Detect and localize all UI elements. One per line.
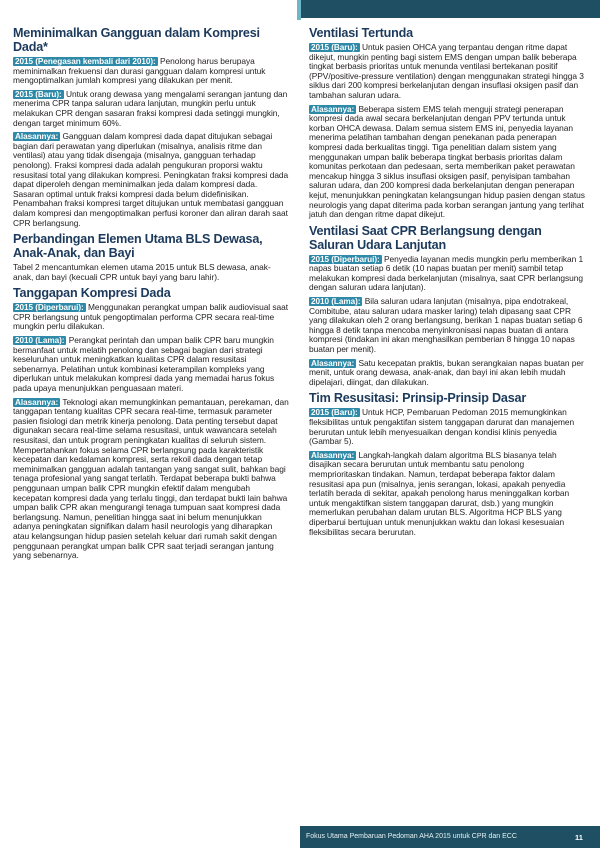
paragraph (13, 132, 289, 228)
left-column (13, 22, 289, 565)
label-badge: 2015 (Baru): (311, 408, 358, 418)
paragraph (309, 105, 585, 220)
paragraph-text: Gangguan dalam kompresi dada dapat ditujukan sebagai bagian dari perawatan yang diperlukan (misalnya, analisis ritme dan ventilasi) atau yang tidak disengaja (misalnya, gangguan terhadap penolong). Fraksi kompresi dada adalah pengukuran proporsi waktu resusitasi total yang dilakukan kompresi. Peningkatan fraksi kompresi dada dapat diperoleh dengan meminimalkan jeda dalam kompresi dada. Sasaran optimal untuk fraksi kompresi dada belum didefinisikan. Penambahan fraksi kompresi target ditujukan untuk membatasi gangguan dalam kompresi dan mengoptimalkan perfusi koroner dan aliran darah saat CPR berlangsung. (13, 131, 289, 228)
paragraph (13, 57, 289, 86)
label-badge: Alasannya: (15, 132, 59, 142)
paragraph-text: Tabel 2 mencantumkan elemen utama 2015 untuk BLS dewasa, anak-anak, dan bayi (kecuali CPR untuk bayi yang baru lahir). (13, 262, 271, 282)
paragraph (309, 359, 585, 388)
paragraph-text: Perangkat perintah dan umpan balik CPR baru mungkin bermanfaat untuk melatih penolong dan sebagai bagian dari strategi keseluruhan untuk meningkatkan kualitas CPR dalam resusitasi sebenarnya. Pelatihan untuk kombinasi keterampilan kompleks yang diperlukan untuk melakukan kompresi dada yang memadai harus fokus pada upaya menunjukkan penguasaan materi. (13, 335, 275, 394)
page-number: 11 (575, 833, 583, 842)
paragraph-text: Penolong harus berupaya meminimalkan frekuensi dan durasi gangguan dalam kompresi untuk mengoptimalkan jumlah kompresi yang dilakukan per menit. (13, 56, 266, 86)
section-heading: Tim Resusitasi: Prinsip-Prinsip Dasar (309, 391, 527, 406)
paragraph (309, 255, 585, 293)
paragraph-text: Untuk orang dewasa yang mengalami serangan jantung dan menerima CPR tanpa saluran udara lanjutan, mungkin perlu untuk melakukan CPR dengan sasaran fraksi kompresi dada setinggi mungkin, dengan target minimum 60%. (13, 88, 288, 128)
paragraph (13, 336, 289, 394)
top-band-left (0, 0, 300, 20)
paragraph (309, 408, 585, 446)
paragraph (309, 297, 585, 355)
paragraph (13, 398, 289, 561)
label-badge: 2015 (Baru): (311, 43, 358, 52)
label-badge: 2010 (Lama): (311, 297, 361, 307)
label-badge: 2015 (Baru): (15, 89, 62, 99)
paragraph-text: Teknologi akan memungkinkan pemantauan, perekaman, dan tanggapan tentang kualitas CPR secara real-time, termasuk parameter pasien fisiologi dan metrik kinerja penolong. Data penting tersebut dapat digunakan secara real-time selama resusitasi, untuk wawancara setelah resusitasi, dan untuk program peningkatan kualitas di seluruh sistem. Mempertahankan fokus selama CPR berlangsung pada karakteristik kecepatan dan kedalaman kompresi, serta rekoil dada dengan tetap meminimalkan gangguan adalah tantangan yang sangat sulit, bahkan bagi tenaga profesional yang sangat terlatih. Terdapat beberapa bukti bahwa penggunaan umpan balik CPR mungkin efektif dalam mengubah kecepatan kompresi dada yang terlalu tinggi, dan terdapat bukti lain bahwa umpan balik CPR akan mengurangi tenaga tumpuan saat kompresi dada berlangsung. Namun, penelitian hingga saat ini belum menunjukkan adanya peningkatan signifikan dalam hasil neurologis yang diharapkan atau kelangsungan hidup pasien setelah keluar dari rumah sakit dengan penggunaan perangkat umpan balik CPR saat terjadi serangan jantung yang sebenarnya. (13, 396, 289, 561)
section-heading: Tanggapan Kompresi Dada (13, 286, 171, 301)
paragraph-text: Penyedia layanan medis mungkin perlu memberikan 1 napas buatan setiap 6 detik (10 napas buatan per menit) sambil tetap melakukan kompresi dada berkelanjutan (misalnya, saat CPR berlangsung dengan saluran udara lanjutan). (309, 253, 584, 293)
top-band-accent (297, 0, 301, 20)
paragraph-text: Menggunakan perangkat umpan balik audiovisual saat CPR berlangsung untuk pengoptimalan performa CPR secara real-time mungkin perlu dilakukan. (13, 302, 289, 332)
label-badge: 2010 (Lama): (15, 336, 65, 346)
page-footer (0, 826, 600, 848)
label-badge: 2015 (Diperbarui): (15, 303, 84, 313)
section-heading: Ventilasi Tertunda (309, 26, 413, 40)
paragraph-text: Langkah-langkah dalam algoritma BLS biasanya telah disajikan secara berurutan untuk membantu satu penolong memprioritaskan tindakan. Namun, terdapat beberapa faktor dalam resusitasi apa pun (misalnya, jenis serangan, lokasi, apakah penyedia terlatih berada di sekitar, apakah penolong harus meninggalkan korban untuk mengaktifkan sistem tanggapan darurat, dsb.) yang mungkin memerlukan perubahan dalam urutan BLS. Algoritma HCP BLS yang diperbarui bertujuan untuk menunjukkan waktu dan lokasi kesesuaian fleksibilitas secara berurutan. (309, 449, 570, 537)
paragraph-text: Untuk pasien OHCA yang terpantau dengan ritme dapat dikejut, mungkin penting bagi sistem EMS dengan umpan balik beberapa tingkat berbasis prioritas untuk menunda ventilasi bertekanan positif (PPV/positive-pressure ventilation) dengan menggunakan strategi hingga 3 siklus dari 200 kompresi berkelanjutan dengan insuflasi oksigen pasif dan tambahan saluran udara. (309, 42, 584, 100)
paragraph-text: Untuk HCP, Pembaruan Pedoman 2015 memungkinkan fleksibilitas untuk pengaktifan sistem tanggapan darurat dan manajemen berurutan untuk lebih menyesuaikan dengan kondisi klinis penyedia (Gambar 5). (309, 407, 575, 447)
paragraph (13, 263, 289, 282)
paragraph-text: Bila saluran udara lanjutan (misalnya, pipa endotrakeal, Combitube, atau saluran udara masker laring) telah dipasang saat CPR yang dilakukan oleh 2 orang berlangsung, berikan 1 napas buatan setiap 6 hingga 8 detik tanpa mencoba menyinkronisasi napas buatan di antara kompresi (tindakan ini akan menghasilkan pemberian 8 hingga 10 napas buatan per menit). (309, 296, 583, 355)
label-badge: Alasannya: (311, 450, 355, 460)
paragraph-text: Beberapa sistem EMS telah menguji strategi penerapan kompresi dada awal secara berkelanjutan dengan PPV tertunda untuk korban OHCA dewasa. Dalam semua sistem EMS ini, penyedia layanan menerima pelatihan tambahan dengan penekanan pada penerapan kompresi dada berkualitas tinggi. Tiga penelitian dalam sistem yang menggunakan umpan balik beberapa tingkat berbasis prioritas dalam komunitas perkotaan dan pedesaan, serta memberikan paket perawatan mencakup hingga 3 siklus insuflasi oksigen pasif, penyisipan tambahan saluran udara, dan 200 kompresi dada berkelanjutan dengan penerapan kejut, menunjukkan peningkatan kelangsungan hidup pasien dengan status neurologis yang dapat diterima pada korban serangan jantung yang terlihat jatuh dan dengan ritme dapat dikejut. (309, 103, 585, 220)
paragraph-text: Satu kecepatan praktis, bukan serangkaian napas buatan per menit, untuk orang dewasa, anak-anak, dan bayi ini akan lebih mudah dipelajari, diingat, dan dilakukan. (309, 357, 584, 387)
paragraph (13, 303, 289, 332)
top-band-right (300, 0, 600, 18)
paragraph (309, 43, 585, 101)
label-badge: 2015 (Penegasan kembali dari 2010): (15, 57, 156, 66)
section-heading: Ventilasi Saat CPR Berlangsung dengan Saluran Udara Lanjutan (309, 223, 542, 252)
paragraph (13, 90, 289, 128)
footer-title: Fokus Utama Pembaruan Pedoman AHA 2015 untuk CPR dan ECC (306, 833, 517, 840)
label-badge: 2015 (Diperbarui): (311, 254, 380, 264)
label-badge: Alasannya: (311, 358, 355, 368)
label-badge: Alasannya: (311, 104, 355, 114)
right-column (309, 22, 585, 541)
paragraph (309, 451, 585, 537)
label-badge: Alasannya: (15, 397, 59, 407)
section-heading: Perbandingan Elemen Utama BLS Dewasa, Anak-Anak, dan Bayi (13, 232, 263, 261)
section-heading: Meminimalkan Gangguan dalam Kompresi Dada* (13, 26, 260, 54)
